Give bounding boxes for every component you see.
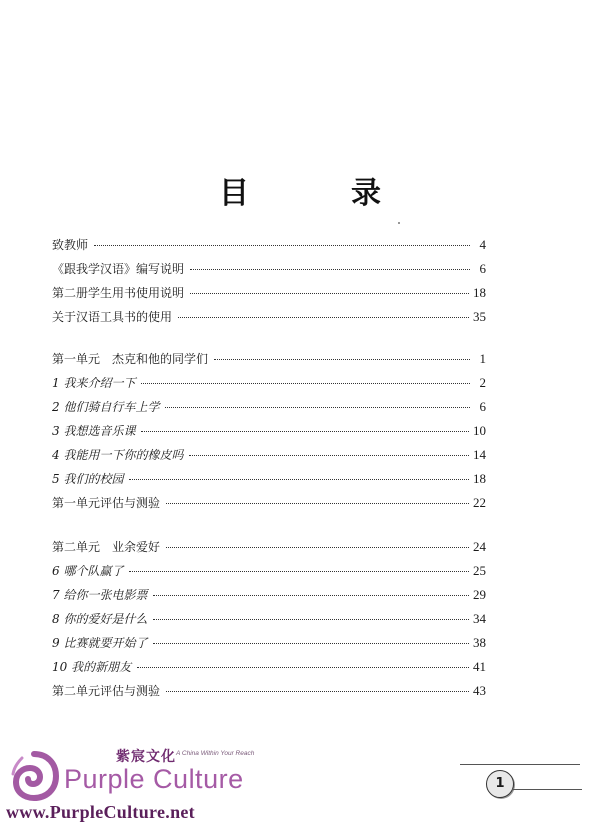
toc-entry-label: 《跟我学汉语》编写说明 [52,262,185,276]
toc-entry[interactable] [52,308,486,332]
toc-entry[interactable] [52,260,486,284]
toc-unit-1 [52,350,486,518]
lesson-label: 2 他们骑自行车上学 [52,400,160,414]
lesson-page: 38 [473,635,486,650]
purple-culture-logo-icon [8,750,60,802]
dot-leader [153,643,469,644]
unit-review-label: 第一单元评估与测验 [52,496,161,510]
footer-rule [460,764,580,765]
toc-entry-page: 6 [479,261,486,276]
unit-review-label: 第二单元评估与测验 [52,684,161,698]
dot-leader [165,407,470,408]
lesson-page: 34 [473,611,486,626]
lesson-page: 29 [473,587,486,602]
lesson-entry[interactable] [52,422,486,446]
watermark [6,742,255,826]
watermark-url[interactable]: www.PurpleCulture.net [6,802,195,822]
page-number-badge: 1 [486,770,514,798]
lesson-entry[interactable] [52,470,486,494]
lesson-label: 6 哪个队赢了 [52,564,124,578]
dot-leader [141,431,469,432]
unit-heading-label: 第二单元 业余爱好 [52,540,161,554]
dot-leader [166,691,469,692]
lesson-page: 25 [473,563,486,578]
scan-speck [398,222,400,224]
lesson-label: 4 我能用一下你的橡皮吗 [52,448,184,462]
toc-entry-page: 35 [473,309,486,324]
lesson-entry[interactable] [52,634,486,658]
toc-entry-page: 4 [479,237,486,252]
footer-rule-lower [512,789,582,790]
unit-review-page: 43 [473,683,486,698]
unit-heading-page: 1 [479,351,486,366]
dot-leader [153,619,469,620]
lesson-label: 3 我想选音乐课 [52,424,136,438]
lesson-label: 10 我的新朋友 [52,660,132,674]
dot-leader [137,667,469,668]
dot-leader [153,595,469,596]
dot-leader [129,479,469,480]
dot-leader [129,571,469,572]
toc-entry-page: 18 [473,285,486,300]
watermark-brand: Purple Culture [64,764,244,794]
lesson-label: 8 你的爱好是什么 [52,612,148,626]
toc-front-matter [52,236,486,332]
lesson-entry[interactable] [52,658,486,682]
lesson-label: 1 我来介绍一下 [52,376,136,390]
lesson-page: 18 [473,471,486,486]
lesson-entry[interactable] [52,446,486,470]
dot-leader [94,245,470,246]
lesson-page: 6 [479,399,486,414]
lesson-label: 5 我们的校园 [52,472,124,486]
unit-heading[interactable] [52,350,486,374]
unit-heading-page: 24 [473,539,486,554]
unit-heading[interactable] [52,538,486,562]
unit-heading-label: 第一单元 杰克和他的同学们 [52,352,209,366]
toc-entry[interactable] [52,236,486,260]
unit-review-page: 22 [473,495,486,510]
toc-entry-label: 关于汉语工具书的使用 [52,310,173,324]
dot-leader [141,383,470,384]
unit-review-entry[interactable] [52,682,486,706]
toc-unit-2 [52,538,486,706]
lesson-page: 14 [473,447,486,462]
lesson-label: 7 给你一张电影票 [52,588,148,602]
unit-review-entry[interactable] [52,494,486,518]
toc-entry-label: 致教师 [52,238,89,252]
dot-leader [190,269,470,270]
lesson-page: 41 [473,659,486,674]
dot-leader [190,293,469,294]
lesson-entry[interactable] [52,374,486,398]
dot-leader [166,503,469,504]
dot-leader [166,547,469,548]
lesson-entry[interactable] [52,610,486,634]
lesson-entry[interactable] [52,586,486,610]
dot-leader [178,317,469,318]
lesson-page: 2 [479,375,486,390]
lesson-entry[interactable] [52,562,486,586]
page-title: 目 录 [219,176,417,211]
dot-leader [189,455,469,456]
lesson-label: 9 比赛就要开始了 [52,636,148,650]
toc-entry-label: 第二册学生用书使用说明 [52,286,185,300]
lesson-page: 10 [473,423,486,438]
watermark-chinese: 紫宸文化 [116,749,176,765]
watermark-tagline: A China Within Your Reach [176,750,255,757]
lesson-entry[interactable] [52,398,486,422]
dot-leader [214,359,470,360]
toc-entry[interactable] [52,284,486,308]
